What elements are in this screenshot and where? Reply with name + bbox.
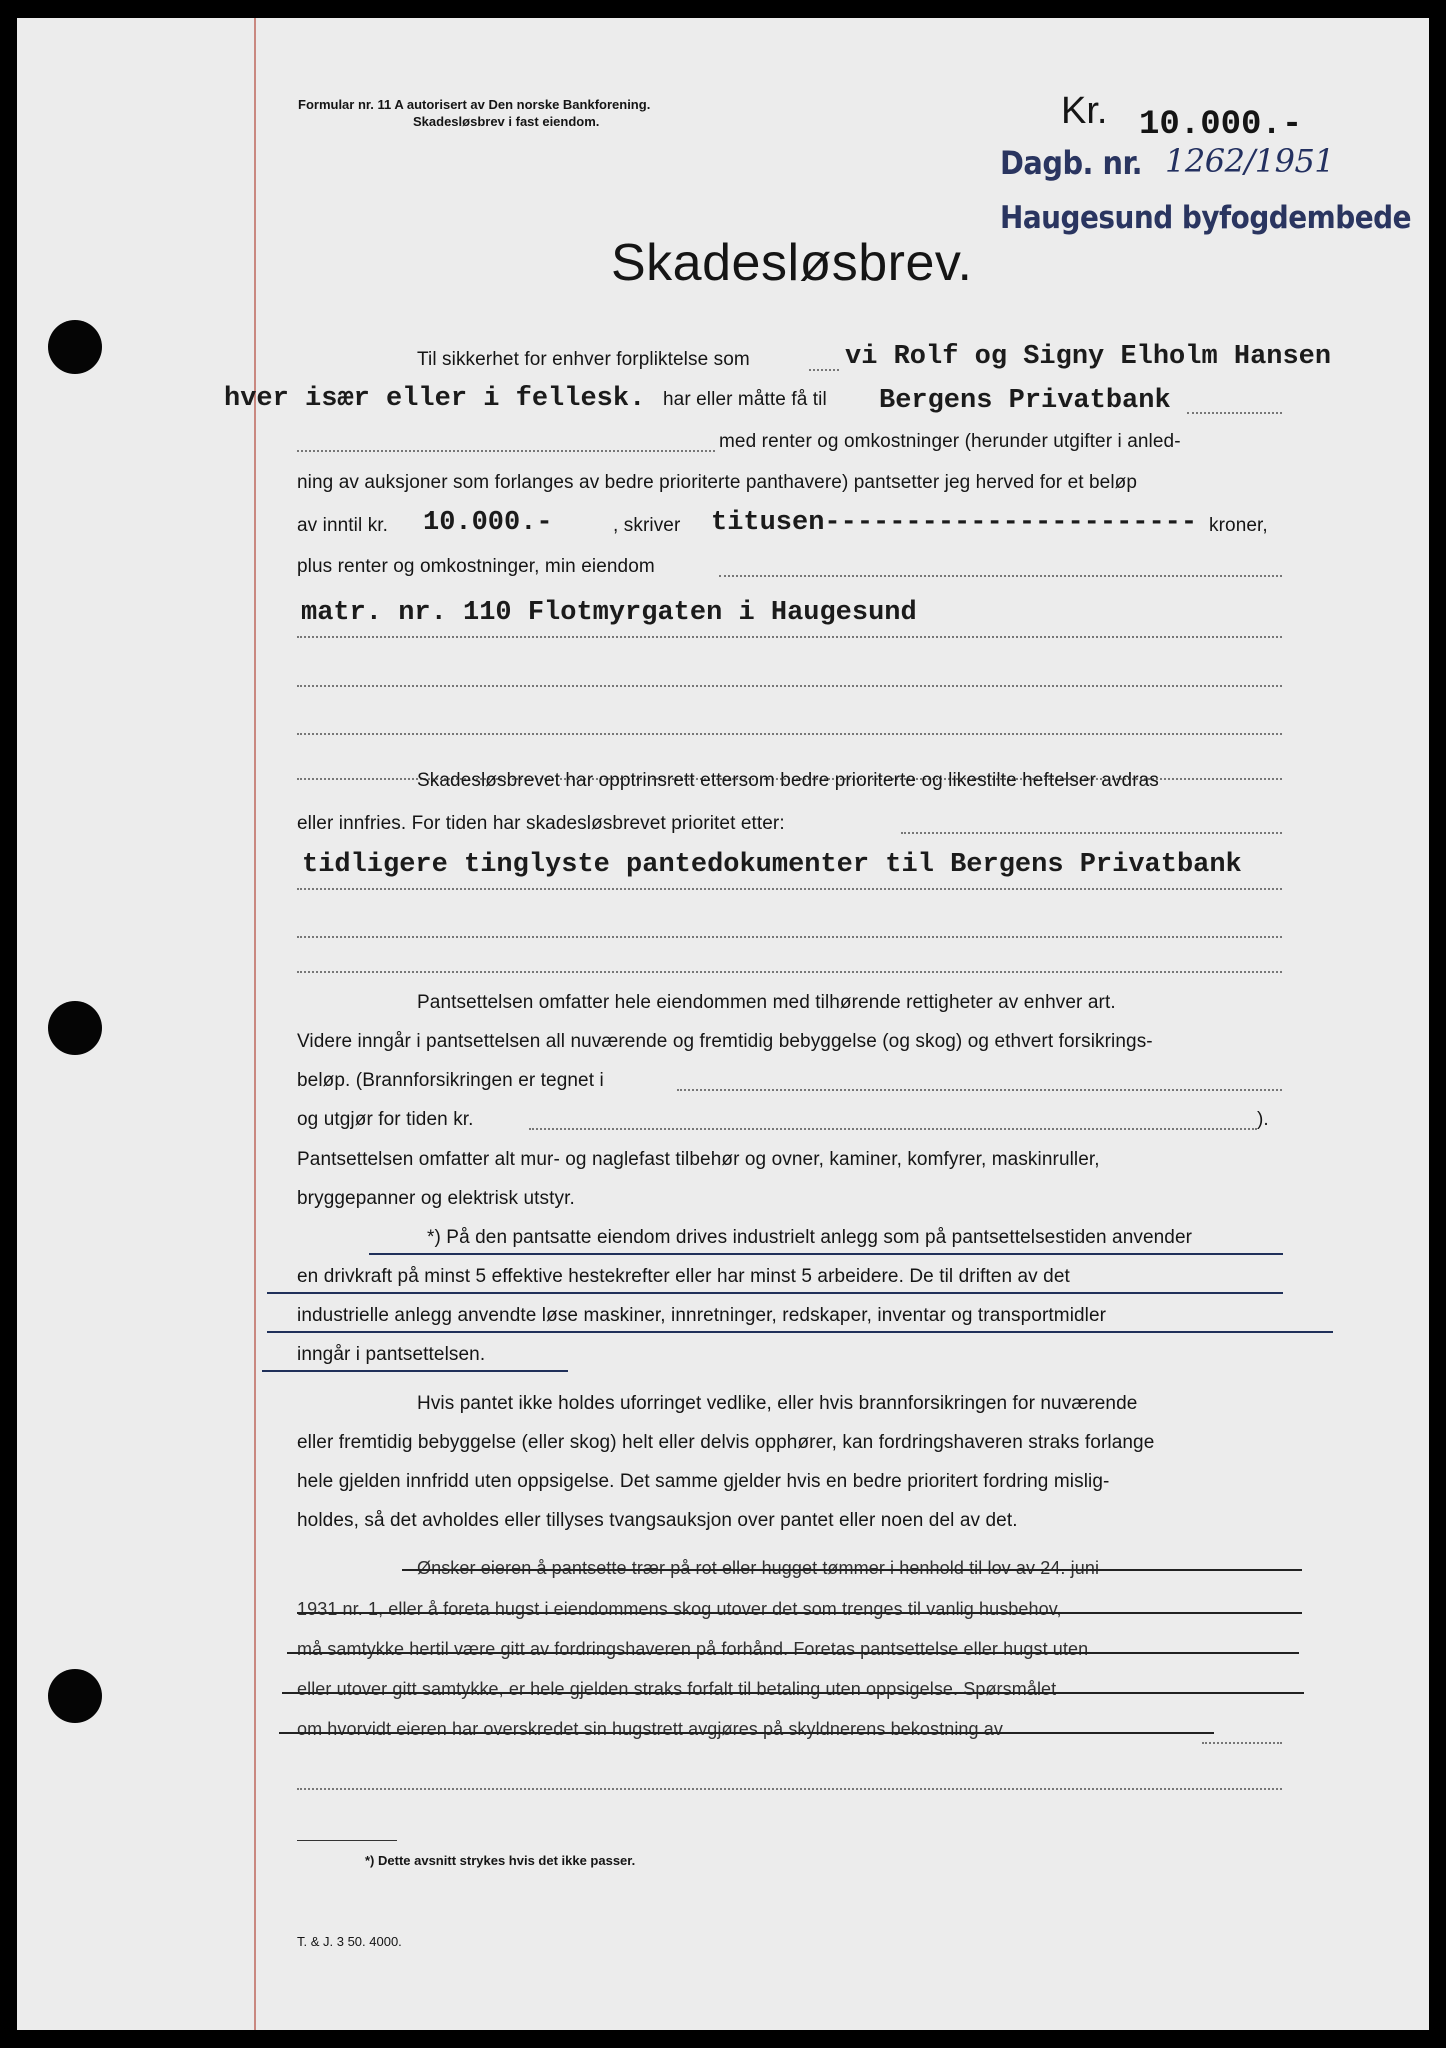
p3-line3: beløp. (Brannforsikringen er tegnet i [297,1070,604,1091]
p6-line3: må samtykke hertil være gitt av fordringshaveren på forhånd. Foretas pantsettelse eller hugst uten [297,1639,1089,1659]
dagb-number: 1262/1951 [1165,142,1335,180]
p6-line2: 1931 nr. 1, eller å foreta hugst i eiendommens skog utover det som trenges til vanlig husbehov, [297,1599,1062,1619]
p1-line5-a: av inntil kr. [297,515,389,536]
dagb-stamp: Dagb. nr. [1000,144,1143,182]
p6-line1: Ønsker eieren å pantsette trær på rot eller hugget tømmer i henhold til lov av 24. juni [417,1558,1100,1578]
p3-line4: og utgjør for tiden kr. [297,1109,474,1130]
hand-underline [267,1292,1283,1294]
loan-amount: 10.000.- [423,508,553,538]
p4-line4: inngår i pantsettelsen. [297,1344,486,1365]
kr-amount: 10.000.- [1139,106,1303,144]
office-stamp: Haugesund byfogdembede [1000,200,1412,236]
strike-line [402,1569,1302,1571]
dotted-line [297,1788,1282,1790]
dotted-line [297,936,1282,938]
kr-label: Kr. [1061,90,1108,132]
footnote-rule [297,1840,397,1841]
hand-underline [267,1331,1333,1333]
p1-line5-c: kroner, [1209,515,1268,536]
dotted-line [297,888,1282,890]
dotted-line [677,1089,1282,1091]
dotted-line [809,369,839,371]
p3-line5: Pantsettelsen omfatter alt mur- og naglefast tilbehør og ovner, kaminer, komfyrer, maskinruller, [297,1149,1100,1170]
document-page [17,18,1429,2030]
strike-line [282,1692,1304,1694]
p1-line2-print: har eller måtte få til [663,389,827,410]
printer-mark: T. & J. 3 50. 4000. [297,1934,402,1949]
footnote: *) Dette avsnitt strykes hvis det ikke passer. [365,1853,636,1868]
p1-line4: ning av auksjoner som forlanges av bedre prioriterte panthavere) pantsetter jeg herved for et beløp [297,472,1138,493]
p3-line4-end: ). [1257,1109,1269,1130]
dotted-line [297,685,1282,687]
p1-line5-b: , skriver [613,515,681,536]
p3-line1: Pantsettelsen omfatter hele eiendommen med tilhørende rettigheter av enhver art. [417,992,1116,1013]
dotted-line [297,733,1282,735]
margin-rule [254,18,256,2030]
dotted-line [297,450,715,452]
p1-line6: plus renter og omkostninger, min eiendom [297,556,655,577]
p4-line3: industrielle anlegg anvendte løse maskiner, innretninger, redskaper, inventar og transportmidler [297,1305,1107,1326]
p2-line2: eller innfries. For tiden har skadesløsbrevet prioritet etter: [297,813,785,834]
dotted-line [901,832,1282,834]
dotted-line [529,1128,1257,1130]
punch-hole-bottom [48,1669,102,1723]
p2-line1: Skadesløsbrevet har opptrinsrett ettersom bedre prioriterte og likestilte heftelser avdras [417,770,1159,791]
strike-line [287,1652,1299,1654]
p4-line1: *) På den pantsatte eiendom drives industrielt anlegg som på pantsettelsestiden anvender [427,1227,1193,1248]
punch-hole-top [48,320,102,374]
prior-encumbrances: tidligere tinglyste pantedokumenter til Bergens Privatbank [302,850,1242,880]
mortgagor-names-cont: hver især eller i fellesk. [224,384,646,414]
form-line-2: Skadesløsbrev i fast eiendom. [413,114,600,129]
dotted-line [297,971,1282,973]
p4-line2: en drivkraft på minst 5 effektive hestekrefter eller har minst 5 arbeidere. De til driften av det [297,1266,1070,1287]
hand-underline [369,1253,1283,1255]
p3-line2: Videre inngår i pantsettelsen all nuværende og fremtidig bebyggelse (og skog) og ethvert forsikrings- [297,1031,1153,1052]
amount-in-words: titusen----------------------- [711,508,1198,538]
p5-line3: hele gjelden innfridd uten oppsigelse. Det samme gjelder hvis en bedre prioritert fordring mislig- [297,1471,1110,1492]
hand-underline [262,1370,568,1372]
property-description: matr. nr. 110 Flotmyrgaten i Haugesund [301,598,917,628]
punch-hole-middle [48,1001,102,1055]
p5-line4: holdes, så det avholdes eller tillyses tvangsauksjon over pantet eller noen del av det. [297,1510,1018,1531]
creditor-bank: Bergens Privatbank [879,386,1171,416]
mortgagor-names: vi Rolf og Signy Elholm Hansen [845,342,1332,372]
p5-line2: eller fremtidig bebyggelse (eller skog) helt eller delvis opphører, kan fordringshaveren straks forlange [297,1432,1155,1453]
strike-line [279,1732,1214,1734]
p6-line5: om hvorvidt eieren har overskredet sin hugstrett avgjøres på skyldnerens bekostning av [297,1719,1003,1739]
p6-line4: eller utover gitt samtykke, er hele gjelden straks forfalt til betaling uten oppsigelse. Spørsmålet [297,1679,1057,1699]
dotted-line [297,636,1282,638]
document-title: Skadesløsbrev. [611,234,973,292]
dotted-line [1187,412,1282,414]
dotted-line [1202,1742,1282,1744]
form-line-1: Formular nr. 11 A autorisert av Den norske Bankforening. [298,97,651,112]
strike-line [297,1612,1302,1614]
p1-line1-print: Til sikkerhet for enhver forpliktelse som [417,349,750,370]
p3-line6: bryggepanner og elektrisk utstyr. [297,1188,575,1209]
p5-line1: Hvis pantet ikke holdes uforringet vedlike, eller hvis brannforsikringen for nuværende [417,1393,1138,1414]
dotted-line [719,575,1282,577]
p1-line3: med renter og omkostninger (herunder utgifter i anled- [719,431,1181,452]
